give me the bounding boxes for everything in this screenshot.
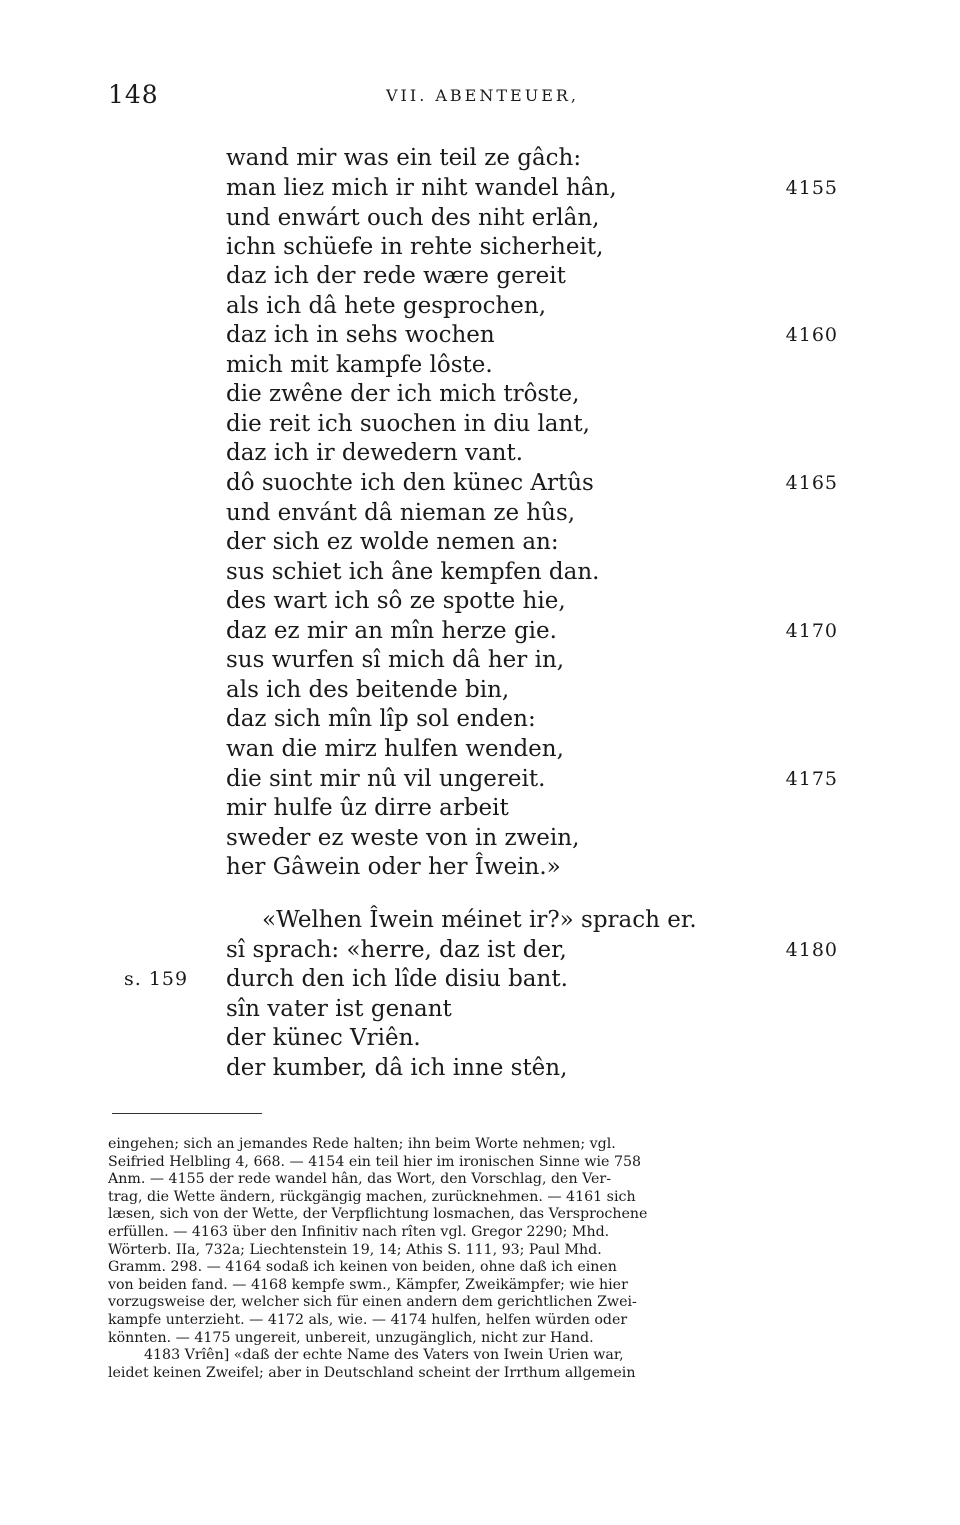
verse-line: dô suochte ich den künec Artûs [226,470,594,496]
footnote-line: vorzugsweise der, welcher sich für einen andern dem gerichtlichen Zwei- [108,1294,637,1311]
footnote-line: Seifried Helbling 4, 668. — 4154 ein teil hier im ironischen Sinne wie 758 [108,1153,642,1170]
verse-line: wan die mirz hulfen wenden, [226,736,564,762]
line-number: 4180 [785,939,838,961]
verse-line: ichn schüefe in rehte sicherheit, [226,234,604,260]
verse-line: der kumber, dâ ich inne stên, [226,1055,568,1081]
line-number: 4170 [785,620,838,642]
verse-line: der künec Vriên. [226,1025,421,1051]
footnote-line: eingehen; sich an jemandes Rede halten; ihn beim Worte nehmen; vgl. [108,1136,616,1152]
footnote-line: erfüllen. — 4163 über den Infinitiv nach rîten vgl. Gregor 2290; Mhd. [108,1223,610,1240]
verse-line: mich mit kampfe lôste. [226,352,493,378]
verse-line: sweder ez weste von in zwein, [226,825,580,851]
verse-line: und envánt dâ nieman ze hûs, [226,500,576,526]
footnote-line: Gramm. 298. — 4164 sodaß ich keinen von beiden, ohne daß ich einen [108,1259,617,1276]
verse-line: daz ez mir an mîn herze gie. [226,618,557,644]
verse-line: daz ich der rede wære gereit [226,263,566,289]
footnote-line: Anm. — 4155 der rede wandel hân, das Wort, den Vorschlag, den Ver- [108,1171,612,1188]
line-number: 4160 [785,324,838,346]
verse-line: des wart ich sô ze spotte hie, [226,588,566,614]
footnotes [108,1136,840,1382]
verse-line: sus wurfen sî mich dâ her in, [226,647,565,673]
line-number: 4165 [785,472,838,494]
footnote-rule [112,1113,262,1114]
verse-line: sîn vater ist genant [226,996,452,1022]
footnote-line: læsen, sich von der Wette, der Verpflichtung losmachen, das Versprochene [108,1206,648,1223]
line-number: 4155 [785,177,838,199]
footnote-line: 4183 Vrîên] «daß der echte Name des Vaters von Iwein Urien war, [144,1347,624,1364]
verse-line: mir hulfe ûz dirre arbeit [226,795,509,821]
verse-line: sus schiet ich âne kempfen dan. [226,559,600,585]
page-number: 148 [108,80,159,109]
line-number: 4175 [785,768,838,790]
verse-line: der sich ez wolde nemen an: [226,529,559,555]
footnote-line: könnten. — 4175 ungereit, unbereit, unzugänglich, nicht zur Hand. [108,1329,594,1346]
verse-line: die zwêne der ich mich trôste, [226,381,580,407]
verse-line: daz ich ir dewedern vant. [226,440,524,466]
verse-line: durch den ich lîde disiu bant. [226,966,568,992]
verse-line: sî sprach: «herre, daz ist der, [226,937,567,963]
verse-line: als ich dâ hete gesprochen, [226,293,547,319]
verse-line: her Gâwein oder her Îwein.» [226,854,561,880]
footnote-line: leidet keinen Zweifel; aber in Deutschland scheint der Irrthum allgemein [108,1364,636,1381]
footnote-line: Wörterb. IIa, 732a; Liechtenstein 19, 14; Athis S. 111, 93; Paul Mhd. [108,1241,602,1258]
verse-line: als ich des beitende bin, [226,677,510,703]
footnote-line: von beiden fand. — 4168 kempfe swm., Kämpfer, Zweikämpfer; wie hier [108,1276,628,1293]
verse-line: die sint mir nû vil ungereit. [226,766,546,792]
verse-line: «Welhen Îwein méinet ir?» sprach er. [262,907,697,933]
running-head: VII. ABENTEUER, [386,86,580,105]
verse-line: daz ich in sehs wochen [226,322,495,348]
verse-line: wand mir was ein teil ze gâch: [226,145,582,171]
verse-line: man liez mich ir niht wandel hân, [226,175,617,201]
footnote-line: kampfe unterzieht. — 4172 als, wie. — 4174 hulfen, helfen würden oder [108,1311,628,1328]
verse-line: die reit ich suochen in diu lant, [226,411,590,437]
verse-line: daz sich mîn lîp sol enden: [226,706,536,732]
verse-line: und enwárt ouch des niht erlân, [226,205,600,231]
footnote-line: trag, die Wette ändern, rückgängig machen, zurücknehmen. — 4161 sich [108,1188,636,1205]
margin-page-reference: s. 159 [124,968,189,990]
